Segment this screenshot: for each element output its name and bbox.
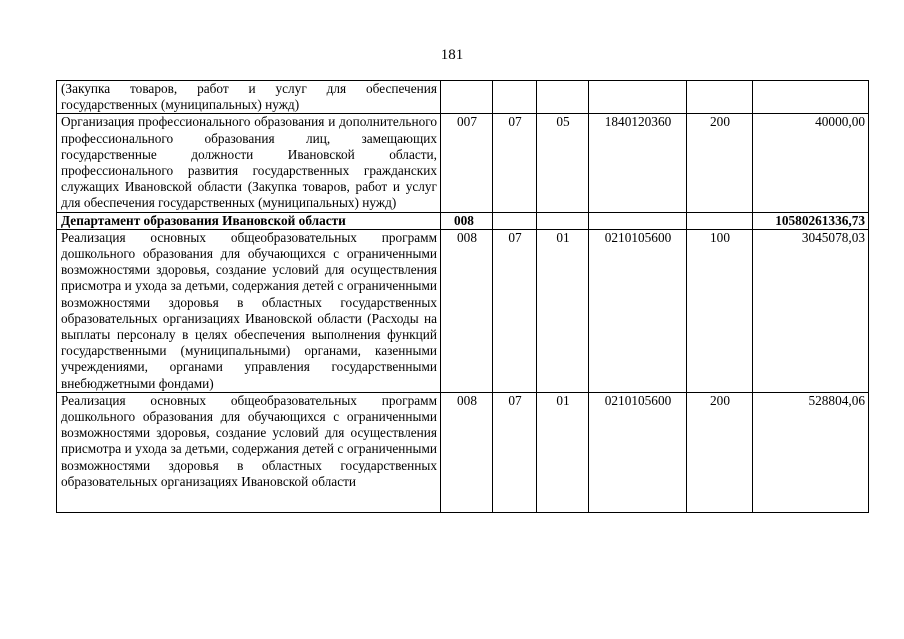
row-description: (Закупка товаров, работ и услуг для обеспечения государственных (муниципальных) нужд) bbox=[57, 81, 441, 114]
subsection-code: 01 bbox=[537, 392, 589, 512]
table-row bbox=[57, 392, 869, 512]
subsection-code bbox=[537, 212, 589, 229]
target-article-code: 1840120360 bbox=[589, 114, 687, 212]
amount: 40000,00 bbox=[753, 114, 869, 212]
expense-type-code: 100 bbox=[687, 229, 753, 392]
target-article-code: 0210105600 bbox=[589, 229, 687, 392]
ministry-code: 008 bbox=[441, 212, 493, 229]
ministry-code: 007 bbox=[441, 114, 493, 212]
table-row bbox=[57, 212, 869, 229]
expense-type-code: 200 bbox=[687, 392, 753, 512]
ministry-code bbox=[441, 81, 493, 114]
section-code: 07 bbox=[493, 392, 537, 512]
ministry-code: 008 bbox=[441, 229, 493, 392]
section-code: 07 bbox=[493, 114, 537, 212]
amount bbox=[753, 81, 869, 114]
expense-type-code: 200 bbox=[687, 114, 753, 212]
table-row bbox=[57, 81, 869, 114]
section-code bbox=[493, 212, 537, 229]
subsection-code: 01 bbox=[537, 229, 589, 392]
table-row bbox=[57, 229, 869, 392]
subsection-code: 05 bbox=[537, 114, 589, 212]
row-description: Организация профессионального образования и дополнительного профессионального образования лиц, замещающих государственные должности Ивановской области, профессионального развития государственных гражданских служащих Ивановской области (Закупка товаров, работ и услуг для обеспечения государственных (муниципальных) нужд) bbox=[57, 114, 441, 212]
expense-type-code bbox=[687, 81, 753, 114]
target-article-code bbox=[589, 212, 687, 229]
budget-table bbox=[56, 80, 869, 513]
target-article-code: 0210105600 bbox=[589, 392, 687, 512]
amount: 528804,06 bbox=[753, 392, 869, 512]
row-description: Реализация основных общеобразовательных программ дошкольного образования для обучающихся с ограниченными возможностями здоровья, создание условий для осуществления присмотра и ухода за детьми, содержания детей с ограниченными возможностями здоровья в областных государственных образовательных организациях Ивановской области (Расходы на выплаты персоналу в целях обеспечения выполнения функций государственными (муниципальными) органами, казенными учреждениями, органами управления государственными внебюджетными фондами) bbox=[57, 229, 441, 392]
section-code: 07 bbox=[493, 229, 537, 392]
page-number: 181 bbox=[440, 47, 464, 63]
row-description: Реализация основных общеобразовательных программ дошкольного образования для обучающихся с ограниченными возможностями здоровья, создание условий для осуществления присмотра и ухода за детьми, содержания детей с ограниченными возможностями здоровья в областных государственных образовательных организациях Ивановской области bbox=[57, 392, 441, 512]
amount: 10580261336,73 bbox=[753, 212, 869, 229]
target-article-code bbox=[589, 81, 687, 114]
table-row bbox=[57, 114, 869, 212]
amount: 3045078,03 bbox=[753, 229, 869, 392]
section-code bbox=[493, 81, 537, 114]
row-description: Департамент образования Ивановской области bbox=[57, 212, 441, 229]
subsection-code bbox=[537, 81, 589, 114]
expense-type-code bbox=[687, 212, 753, 229]
ministry-code: 008 bbox=[441, 392, 493, 512]
